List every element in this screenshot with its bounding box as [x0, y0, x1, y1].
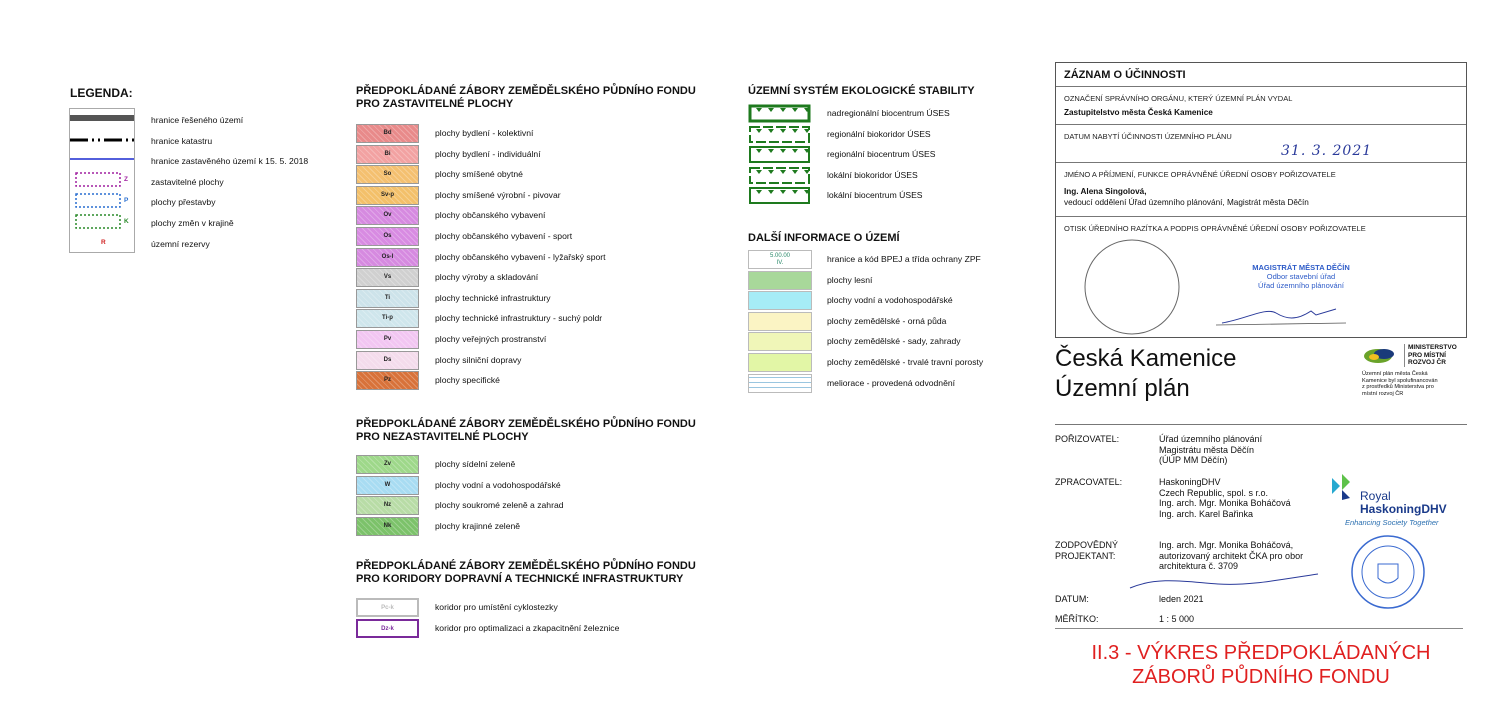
swatch-zv: Zv [356, 455, 419, 474]
projektant-signature [1128, 570, 1328, 594]
architect-seal [1350, 534, 1426, 610]
dalsi-swatch [748, 353, 812, 372]
ministry-line3: ROZVOJ ČR [1408, 359, 1446, 366]
legend-label: plochy přestavby [151, 197, 216, 207]
office-stamp [1246, 263, 1356, 290]
dalsi-label: plochy vodní a vodohospodářské [827, 295, 953, 306]
divider [1055, 424, 1467, 425]
swatch-label: plochy soukromé zeleně a zahrad [435, 500, 564, 511]
swatch-bi: Bi [356, 145, 419, 164]
legend-label: plochy změn v krajině [151, 218, 234, 228]
dalsi-swatch [748, 374, 812, 393]
zaznam-box [1055, 62, 1467, 338]
swatch-os-l: Os-l [356, 248, 419, 267]
legend-label: hranice katastru [151, 136, 213, 146]
otisk-caption: OTISK ÚŘEDNÍHO RAZÍTKA A PODPIS OPRÁVNĚNÉ ÚŘEDNÍ OSOBY POŘIZOVATELE [1064, 224, 1366, 233]
swatch-label: plochy vodní a vodohospodářské [435, 479, 561, 490]
legend-code-z: Z [124, 176, 128, 183]
porizovatel-value: Úřad územního plánování Magistrátu města Děčín (ÚÚP MM Děčín) [1159, 434, 1263, 465]
legend-title: LEGENDA: [70, 86, 133, 100]
koridor-swatch: Dz-k [356, 619, 419, 638]
swatch-pv: Pv [356, 330, 419, 349]
swatch-so: So [356, 165, 419, 184]
swatch-label: plochy krajinné zeleně [435, 520, 521, 531]
zmeny-krajine-symbol [76, 215, 120, 228]
dalsi-title: DALŠÍ INFORMACE O ÚZEMÍ [748, 232, 900, 244]
meritko-label: MĚŘÍTKO: [1055, 614, 1099, 624]
uses-symbol-icon [748, 145, 811, 164]
swatch-ds: Ds [356, 351, 419, 370]
datum-caption: DATUM NABYTÍ ÚČINNOSTI ÚZEMNÍHO PLÁNU [1064, 132, 1232, 141]
porizovatel-label: POŘIZOVATEL: [1055, 434, 1120, 444]
osoba-role: vedoucí oddělení Úřad územního plánování, Magistrát města Děčín [1064, 198, 1309, 207]
uses-symbol-icon [748, 186, 811, 205]
swatch-w: W [356, 476, 419, 495]
dalsi-label: plochy zemědělské - sady, zahrady [827, 336, 961, 347]
organ-caption: OZNAČENÍ SPRÁVNÍHO ORGÁNU, KTERÝ ÚZEMNÍ PLÁN VYDAL [1064, 94, 1293, 103]
ministry-line2: PRO MÍSTNÍ [1408, 351, 1446, 359]
ministry-note: Územní plán města Česká Kamenice byl spolufinancován z prostředků Ministerstva pro místní rozvoj ČR [1362, 371, 1438, 397]
uses-symbol-icon [748, 166, 811, 185]
legend-label: hranice řešeného území [151, 115, 244, 125]
legend-label: hranice zastavěného území k 15. 5. 2018 [151, 156, 309, 166]
stamp-circle [1082, 237, 1182, 337]
dalsi-label: plochy zemědělské - trvalé travní porosty [827, 357, 984, 367]
royal-line2: HaskoningDHV [1360, 502, 1447, 516]
dalsi-swatch [748, 291, 812, 310]
project-title-line1: Česká Kamenice [1055, 345, 1237, 372]
uses-label: nadregionální biocentrum ÚSES [827, 108, 950, 118]
swatch-nk: Nk [356, 517, 419, 536]
swatch-label: plochy silniční dopravy [435, 354, 522, 365]
swatch-sv-p: Sv-p [356, 186, 419, 205]
stamp-line2: Odbor stavební úřad [1266, 272, 1336, 281]
royal-logo-icon [1328, 472, 1358, 502]
zpracovatel-label: ZPRACOVATEL: [1055, 477, 1123, 487]
organ-value: Zastupitelstvo města Česká Kamenice [1064, 108, 1213, 117]
swatch-label: plochy sídelní zeleně [435, 459, 516, 469]
dalsi-swatch [748, 250, 812, 269]
drawing-title: II.3 - VÝKRES PŘEDPOKLÁDANÝCH ZÁBORŮ PŮDNÍHO FONDU [1091, 642, 1431, 688]
prestavba-symbol [76, 194, 120, 207]
datum-value: leden 2021 [1159, 594, 1204, 604]
osoba-name: Ing. Alena Singolová, [1064, 187, 1147, 196]
zaznam-title: ZÁZNAM O ÚČINNOSTI [1064, 69, 1186, 81]
royal-line1: Royal [1360, 489, 1391, 503]
swatch-label: plochy smíšené obytné [435, 169, 523, 180]
meritko-value: 1 : 5 000 [1159, 614, 1195, 624]
projektant-label: ZODPOVĚDNÝ PROJEKTANT: [1055, 540, 1119, 561]
swatch-label: plochy specifické [435, 375, 500, 386]
uses-title: ÚZEMNÍ SYSTÉM EKOLOGICKÉ STABILITY [748, 85, 975, 97]
uses-label: regionální biocentrum ÚSES [827, 149, 936, 160]
swatch-ov: Ov [356, 206, 419, 225]
swatch-label: plochy smíšené výrobní - pivovar [435, 189, 561, 200]
koridor-swatch: Pc-k [356, 598, 419, 617]
dalsi-label: plochy zemědělské - orná půda [827, 315, 947, 326]
swatch-label: plochy veřejných prostranství [435, 334, 547, 344]
koridor-label: koridor pro optimalizaci a zkapacitnění železnice [435, 623, 620, 633]
legend-code-k: K [124, 218, 129, 225]
projektant-value: Ing. arch. Mgr. Monika Boháčová, autorizovaný architekt ČKA pro obor architektura č. 3709 [1159, 540, 1304, 571]
osoba-caption: JMÉNO A PŘÍJMENÍ, FUNKCE OPRÁVNĚNÉ ÚŘEDNÍ OSOBY POŘIZOVATELE [1064, 170, 1336, 179]
nezastavitelne-title: PŘEDPOKLÁDANÉ ZÁBORY ZEMĚDĚLSKÉHO PŮDNÍHO FONDU PRO NEZASTAVITELNÉ PLOCHY [356, 418, 696, 443]
stamp-line3: Úřad územního plánování [1258, 281, 1344, 290]
signature [1216, 299, 1356, 329]
swatch-label: plochy občanského vybavení - sport [435, 231, 573, 241]
boundary-area-symbol [70, 115, 134, 121]
royal-logo-text [1360, 490, 1447, 516]
swatch-label: plochy technické infrastruktury [435, 292, 551, 303]
ministry-name [1404, 344, 1457, 367]
stamp-line1: MAGISTRÁT MĚSTA DĚČÍN [1252, 263, 1350, 272]
ministry-line1: MINISTERSTVO [1408, 344, 1457, 351]
zastavitelne-title: PŘEDPOKLÁDANÉ ZÁBORY ZEMĚDĚLSKÉHO PŮDNÍHO FONDU PRO ZASTAVITELNÉ PLOCHY [356, 85, 696, 110]
koridory-title: PŘEDPOKLÁDANÉ ZÁBORY ZEMĚDĚLSKÉHO PŮDNÍHO FONDU PRO KORIDORY DOPRAVNÍ A TECHNICKÉ INFRASTRUKTURY [356, 560, 696, 585]
ministry-logo-icon [1362, 344, 1402, 366]
dalsi-swatch [748, 271, 812, 290]
legend-label: zastavitelné plochy [151, 177, 224, 187]
swatch-label: plochy občanského vybavení - lyžařský sport [435, 251, 606, 262]
swatch-label: plochy výroby a skladování [435, 272, 539, 283]
bpej-code: 5.00.00 [769, 253, 791, 259]
bpej-class: IV. [776, 260, 784, 266]
dalsi-label: hranice a kód BPEJ a třída ochrany ZPF [827, 254, 981, 264]
uses-symbol-icon [748, 104, 811, 123]
swatch-label: plochy občanského vybavení [435, 210, 546, 221]
swatch-os: Os [356, 227, 419, 246]
legend-label: územní rezervy [151, 239, 210, 249]
swatch-ti: Ti [356, 289, 419, 308]
datum-label: DATUM: [1055, 594, 1089, 604]
dalsi-swatch [748, 332, 812, 351]
swatch-label: plochy technické infrastruktury - suchý poldr [435, 313, 603, 324]
zastavitelne-symbol [76, 173, 120, 186]
dalsi-label: meliorace - provedená odvodnění [827, 377, 956, 388]
uses-label: lokální biocentrum ÚSES [827, 190, 923, 201]
legend-code-r: R [101, 239, 106, 246]
legend-code-p: P [124, 197, 129, 204]
swatch-vs: Vs [356, 268, 419, 287]
project-title [1055, 344, 1236, 404]
dalsi-swatch [748, 312, 812, 331]
zpracovatel-value: HaskoningDHV Czech Republic, spol. s r.o. Ing. arch. Mgr. Monika Boháčová Ing. arch. Karel Bařinka [1159, 477, 1291, 519]
royal-slogan: Enhancing Society Together [1345, 518, 1439, 527]
uses-label: lokální biokoridor ÚSES [827, 169, 918, 180]
swatch-ti-p: Ti-p [356, 309, 419, 328]
swatch-nz: Nz [356, 496, 419, 515]
koridor-label: koridor pro umístění cyklostezky [435, 602, 558, 612]
swatch-bd: Bd [356, 124, 419, 143]
swatch-label: plochy bydlení - kolektivní [435, 128, 534, 138]
swatch-pz: Pz [356, 371, 419, 390]
divider [1055, 628, 1463, 629]
swatch-label: plochy bydlení - individuální [435, 148, 541, 159]
project-title-line2: Územní plán [1055, 375, 1190, 402]
uses-label: regionální biokoridor ÚSES [827, 128, 931, 139]
uses-symbol-icon [748, 125, 811, 144]
datum-value-handwritten: 31. 3. 2021 [1281, 143, 1373, 159]
dalsi-label: plochy lesní [827, 274, 873, 285]
